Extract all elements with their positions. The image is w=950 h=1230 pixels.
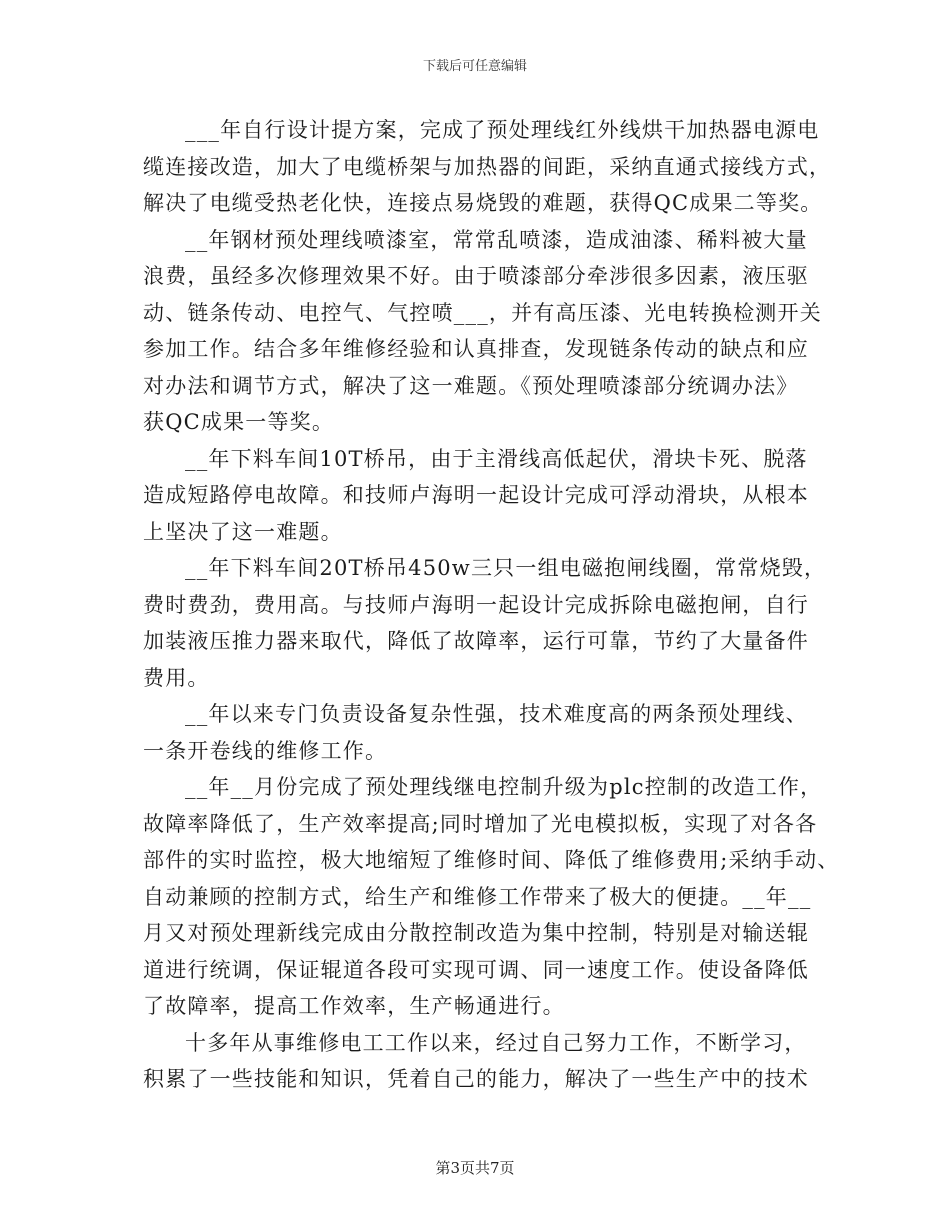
text-line: 部件的实时监控，极大地缩短了维修时间、降低了维修费用;采纳手动、 (143, 848, 840, 872)
text-line: 十多年从事维修电工工作以来，经过自己努力工作，不断学习， (185, 1030, 807, 1055)
text-line: 一条开卷线的维修工作。 (143, 738, 388, 763)
text-line: 解决了电缆受热老化快，连接点易烧毁的难题，获得QC成果二等奖。 (143, 191, 823, 215)
text-line: 造成短路停电故障。和技师卢海明一起设计完成可浮动滑块，从根本 (143, 483, 809, 507)
paragraph-5 (143, 696, 828, 769)
text-line: 浪费，虽经多次修理效果不好。由于喷漆部分牵涉很多因素，液压驱 (143, 264, 809, 288)
text-line: 了故障率，提高工作效率，生产畅通进行。 (143, 994, 565, 1018)
page-footer: 第3页共7页 (435, 1159, 515, 1177)
text-line: 费用。 (143, 665, 210, 690)
document-body (143, 112, 840, 1098)
text-line: 缆连接改造，加大了电缆桥架与加热器的间距，采纳直通式接线方式， (143, 154, 832, 179)
text-line: 获QC成果一等奖。 (143, 410, 335, 434)
text-line: 费时费劲，费用高。与技师卢海明一起设计完成拆除电磁抱闸，自行 (143, 592, 809, 617)
text-line: 参加工作。结合多年维修经验和认真排查，发现链条传动的缺点和应 (143, 337, 809, 361)
text-line: 加装液压推力器来取代，降低了故障率，运行可靠，节约了大量备件 (143, 629, 809, 653)
text-line: __年__月份完成了预处理线继电控制升级为plc控制的改造工作， (185, 775, 823, 799)
paragraph-7 (143, 1025, 828, 1098)
page-header: 下载后可任意编辑 (422, 59, 527, 74)
text-line: 故障率降低了，生产效率提高;同时增加了光电模拟板，实现了对各各 (143, 811, 818, 836)
paragraph-3 (143, 441, 828, 551)
text-line: 月又对预处理新线完成由分散控制改造为集中控制，特别是对输送辊 (143, 921, 809, 945)
text-line: 积累了一些技能和知识，凭着自己的能力，解决了一些生产中的技术 (143, 1067, 809, 1091)
paragraph-1 (143, 112, 832, 222)
text-line: ___年自行设计提方案，完成了预处理线红外线烘干加热器电源电 (185, 118, 820, 142)
text-line: __年钢材预处理线喷漆室，常常乱喷漆，造成油漆、稀料被大量 (185, 227, 808, 252)
text-line: 对办法和调节方式，解决了这一难题。《预处理喷漆部分统调办法》 (143, 373, 799, 398)
text-line: __年下料车间20T桥吊450w三只一组电磁抱闸线圈，常常烧毁， (185, 556, 827, 580)
text-line: 上坚决了这一难题。 (143, 519, 343, 544)
paragraph-2 (143, 222, 828, 441)
text-line: 自动兼顾的控制方式，给生产和维修工作带来了极大的便捷。__年__ (143, 884, 812, 909)
text-line: 动、链条传动、电控气、气控喷___，并有高压漆、光电转换检测开关 (143, 300, 822, 325)
paragraph-6 (143, 769, 840, 1025)
text-line: 道进行统调，保证辊道各段可实现可调、同一速度工作。使设备降低 (143, 957, 809, 982)
text-line: __年下料车间10T桥吊，由于主滑线高低起伏，滑块卡死、脱落 (185, 446, 808, 471)
paragraph-4 (143, 550, 828, 696)
text-line: __年以来专门负责设备复杂性强，技术难度高的两条预处理线、 (185, 702, 808, 726)
